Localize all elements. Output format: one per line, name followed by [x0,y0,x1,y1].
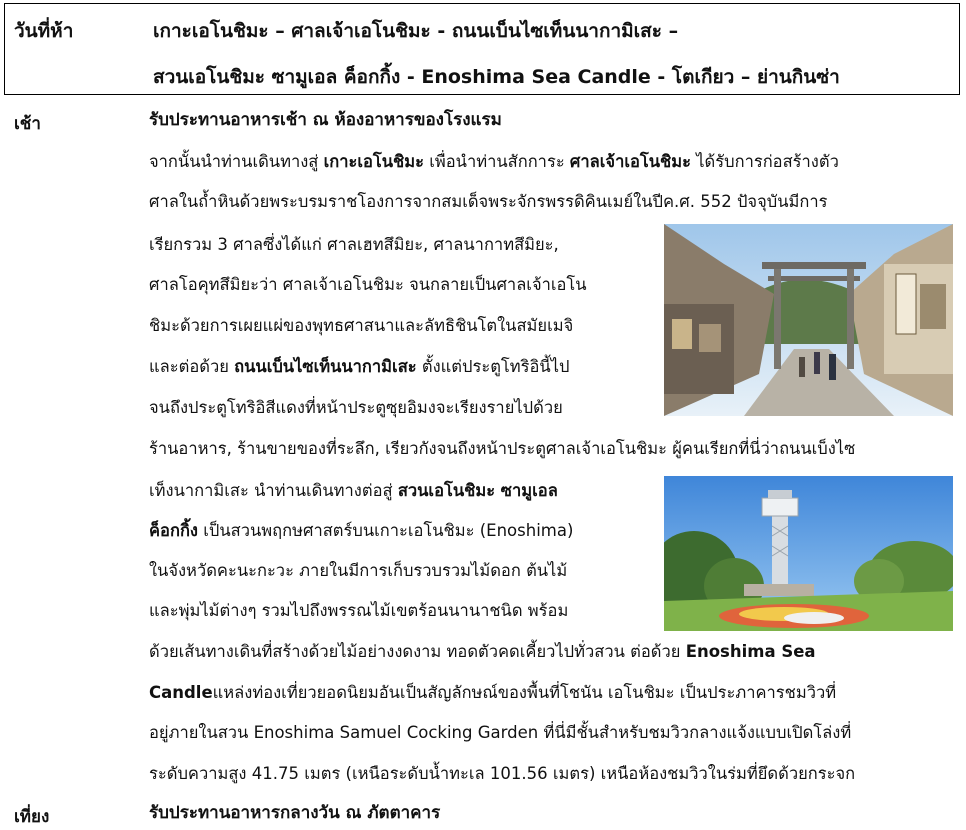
lunch-heading: รับประทานอาหารกลางวัน ณ ภัตตาคาร [149,803,441,823]
sea-candle-garden-photo [664,476,953,631]
day-title-line-1: เกาะเอโนชิมะ – ศาลเจ้าเอโนชิมะ - ถนนเบ็นไซเท็นนากามิเสะ – [153,20,679,42]
day-label: วันที่ห้า [14,20,74,42]
paragraph-line-1: จากนั้นนำท่านเดินทางสู่ เกาะเอโนชิมะ เพื่อนำท่านสักการะ ศาลเจ้าเอโนชิมะ ได้รับการก่อสร้างตัว [149,152,839,171]
paragraph-line-3: เรียกรวม 3 ศาลซึ่งได้แก่ ศาลเฮทสึมิยะ, ศาลนากาทสึมิยะ, [149,235,559,254]
breakfast-heading: รับประทานอาหารเช้า ณ ห้องอาหารของโรงแรม [149,110,502,130]
nakamise-street-photo [664,224,953,416]
paragraph-line-15: อยู่ภายในสวน Enoshima Samuel Cocking Garden ที่นี่มีชั้นสำหรับชมวิวกลางแจ้งแบบเปิดโล่งที่ [149,723,852,742]
morning-label: เช้า [14,114,41,134]
paragraph-line-9: เท็งนากามิเสะ นำท่านเดินทางต่อสู่ สวนเอโนชิมะ ซามูเอล [149,481,558,500]
paragraph-line-10: ค็อกกิ้ง เป็นสวนพฤกษศาสตร์บนเกาะเอโนชิมะ (Enoshima) [149,521,574,540]
paragraph-line-8: ร้านอาหาร, ร้านขายของที่ระลึก, เรียวกังจนถึงหน้าประตูศาลเจ้าเอโนชิมะ ผู้คนเรียกที่นี่ว่าถนนเบ็งไซ [149,439,856,458]
noon-label: เที่ยง [14,807,50,827]
paragraph-line-11: ในจังหวัดคะนะกะวะ ภายในมีการเก็บรวบรวมไม้ดอก ต้นไม้ [149,561,568,580]
paragraph-line-4: ศาลโอคุทสึมิยะว่า ศาลเจ้าเอโนชิมะ จนกลายเป็นศาลเจ้าเอโน [149,275,587,294]
paragraph-line-7: จนถึงประตูโทริอิสีแดงที่หน้าประตูซุยอิมงจะเรียงรายไปด้วย [149,398,563,417]
paragraph-line-2: ศาลในถ้ำหินด้วยพระบรมราชโองการจากสมเด็จพระจักรพรรดิคินเมย์ในปีค.ศ. 552 ปัจจุบันมีการ [149,192,828,211]
paragraph-line-5: ชิมะด้วยการเผยแผ่ของพุทธศาสนาและลัทธิชินโตในสมัยเมจิ [149,316,574,335]
paragraph-line-13: ด้วยเส้นทางเดินที่สร้างด้วยไม้อย่างงดงาม ทอดตัวคดเคี้ยวไปทั่วสวน ต่อด้วย Enoshima Sea [149,642,816,661]
paragraph-line-16: ระดับความสูง 41.75 เมตร (เหนือระดับน้ำทะเล 101.56 เมตร) เหนือห้องชมวิวในร่มที่ยึดด้วยกระจก [149,764,856,783]
paragraph-line-14: Candleแหล่งท่องเที่ยวยอดนิยมอันเป็นสัญลักษณ์ของพื้นที่โชนัน เอโนชิมะ เป็นประภาคารชมวิวที่ [149,683,837,702]
paragraph-line-6: และต่อด้วย ถนนเบ็นไซเท็นนากามิเสะ ตั้งแต่ประตูโทริอินี้ไป [149,357,570,376]
paragraph-line-12: และพุ่มไม้ต่างๆ รวมไปถึงพรรณไม้เขตร้อนนานาชนิด พร้อม [149,601,569,620]
day-title-line-2: สวนเอโนชิมะ ซามูเอล ค็อกกิ้ง - Enoshima Sea Candle - โตเกียว – ย่านกินซ่า [153,66,840,88]
